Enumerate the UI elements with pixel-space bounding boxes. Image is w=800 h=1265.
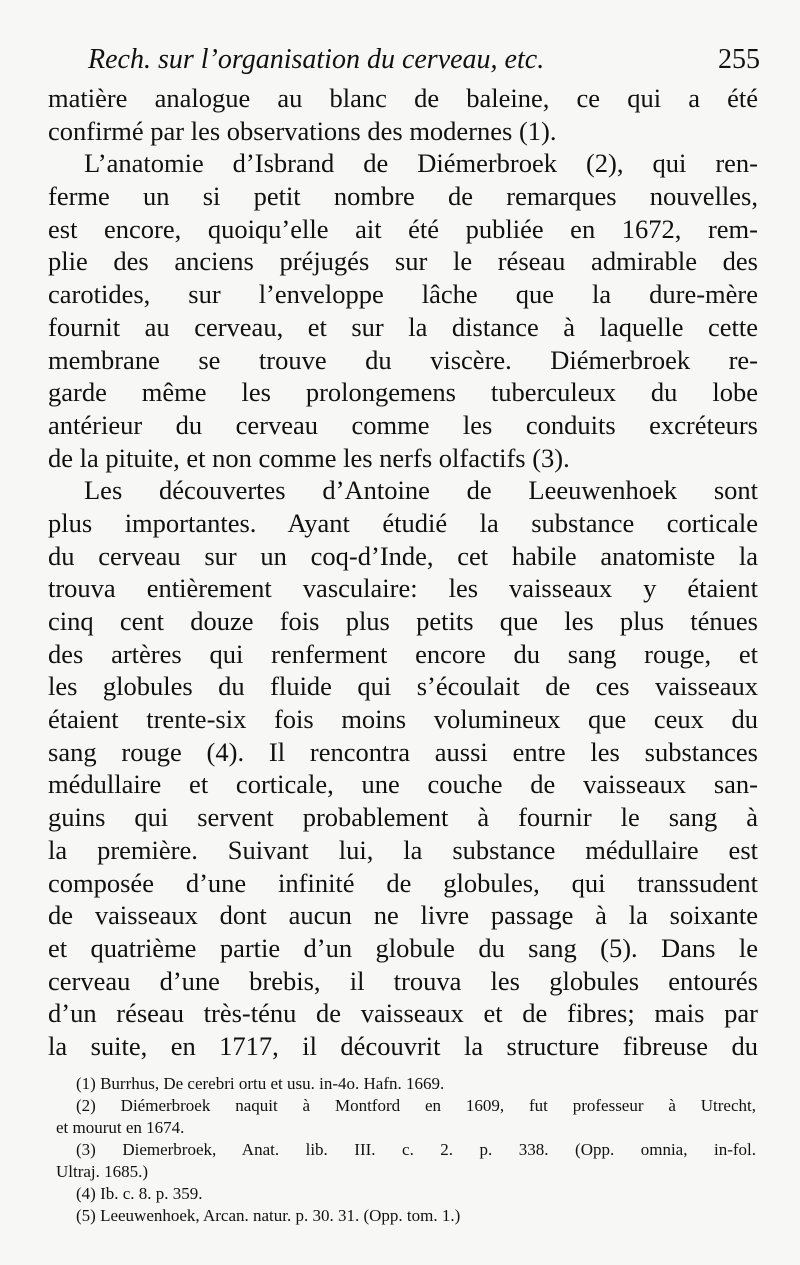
- body-line: antérieur du cerveau comme les conduits excréteurs: [48, 409, 758, 440]
- body-line: d’un réseau très-ténu de vaisseaux et de fibres; mais par: [48, 998, 758, 1029]
- body-line: et quatrième partie d’un globule du sang (5). Dans le: [48, 932, 758, 963]
- body-line: garde même les prolongemens tuberculeux du lobe: [48, 377, 758, 408]
- footnotes: [56, 1073, 756, 1227]
- body-line: composée d’une infinité de globules, qui transsudent: [48, 867, 758, 898]
- running-title: Rech. sur l’organisation du cerveau, etc.: [88, 44, 545, 75]
- footnote-line: (5) Leeuwenhoek, Arcan. natur. p. 30. 31. (Opp. tom. 1.): [76, 1206, 461, 1225]
- footnote-line: Ultraj. 1685.): [56, 1162, 149, 1181]
- body-line: plie des anciens préjugés sur le réseau admirable des: [48, 246, 758, 277]
- footnote-line: (2) Diémerbroek naquit à Montford en 1609, fut professeur à Utrecht,: [76, 1096, 756, 1115]
- body-line: guins qui servent probablement à fournir le sang à: [48, 802, 758, 833]
- footnote-line: (1) Burrhus, De cerebri ortu et usu. in-4o. Hafn. 1669.: [76, 1074, 445, 1093]
- running-head: [60, 40, 760, 80]
- body-line: du cerveau sur un coq-d’Inde, cet habile anatomiste la: [48, 540, 758, 571]
- body-line: cerveau d’une brebis, il trouva les globules entourés: [48, 965, 758, 996]
- body-line: matière analogue au blanc de baleine, ce qui a été: [48, 83, 758, 113]
- body-line: fournit au cerveau, et sur la distance à laquelle cette: [48, 311, 758, 342]
- body-line: des artères qui renferment encore du sang rouge, et: [48, 638, 758, 669]
- body-line: Les découvertes d’Antoine de Leeuwenhoek sont: [84, 475, 758, 506]
- body-line: confirmé par les observations des modernes (1).: [48, 115, 557, 146]
- body-line: étaient trente-six fois moins volumineux que ceux du: [48, 704, 758, 735]
- body-line: membrane se trouve du viscère. Diémerbroek re-: [48, 344, 758, 375]
- body-line: ferme un si petit nombre de remarques nouvelles,: [48, 181, 758, 212]
- footnote-line: (3) Diemerbroek, Anat. lib. III. c. 2. p. 338. (Opp. omnia, in-fol.: [76, 1140, 756, 1159]
- body-line: la suite, en 1717, il découvrit la structure fibreuse du: [48, 1030, 758, 1061]
- body-text: [48, 82, 758, 1063]
- body-line: sang rouge (4). Il rencontra aussi entre les substances: [48, 736, 758, 767]
- body-line: de la pituite, et non comme les nerfs olfactifs (3).: [48, 442, 570, 473]
- footnote-line: (4) Ib. c. 8. p. 359.: [76, 1184, 203, 1203]
- body-line: trouva entièrement vasculaire: les vaisseaux y étaient: [48, 573, 758, 604]
- body-line: de vaisseaux dont aucun ne livre passage à la soixante: [48, 900, 758, 931]
- body-line: la première. Suivant lui, la substance médullaire est: [48, 834, 758, 865]
- page-number: 255: [718, 44, 760, 75]
- body-line: L’anatomie d’Isbrand de Diémerbroek (2), qui ren-: [84, 148, 758, 179]
- body-line: carotides, sur l’enveloppe lâche que la dure-mère: [48, 279, 758, 310]
- footnote-line: et mourut en 1674.: [56, 1118, 185, 1137]
- body-line: médullaire et corticale, une couche de vaisseaux san-: [48, 769, 758, 800]
- body-line: plus importantes. Ayant étudié la substance corticale: [48, 507, 758, 538]
- body-line: les globules du fluide qui s’écoulait de ces vaisseaux: [48, 671, 758, 702]
- body-line: cinq cent douze fois plus petits que les plus ténues: [48, 606, 758, 636]
- body-line: est encore, quoiqu’elle ait été publiée en 1672, rem-: [48, 213, 758, 244]
